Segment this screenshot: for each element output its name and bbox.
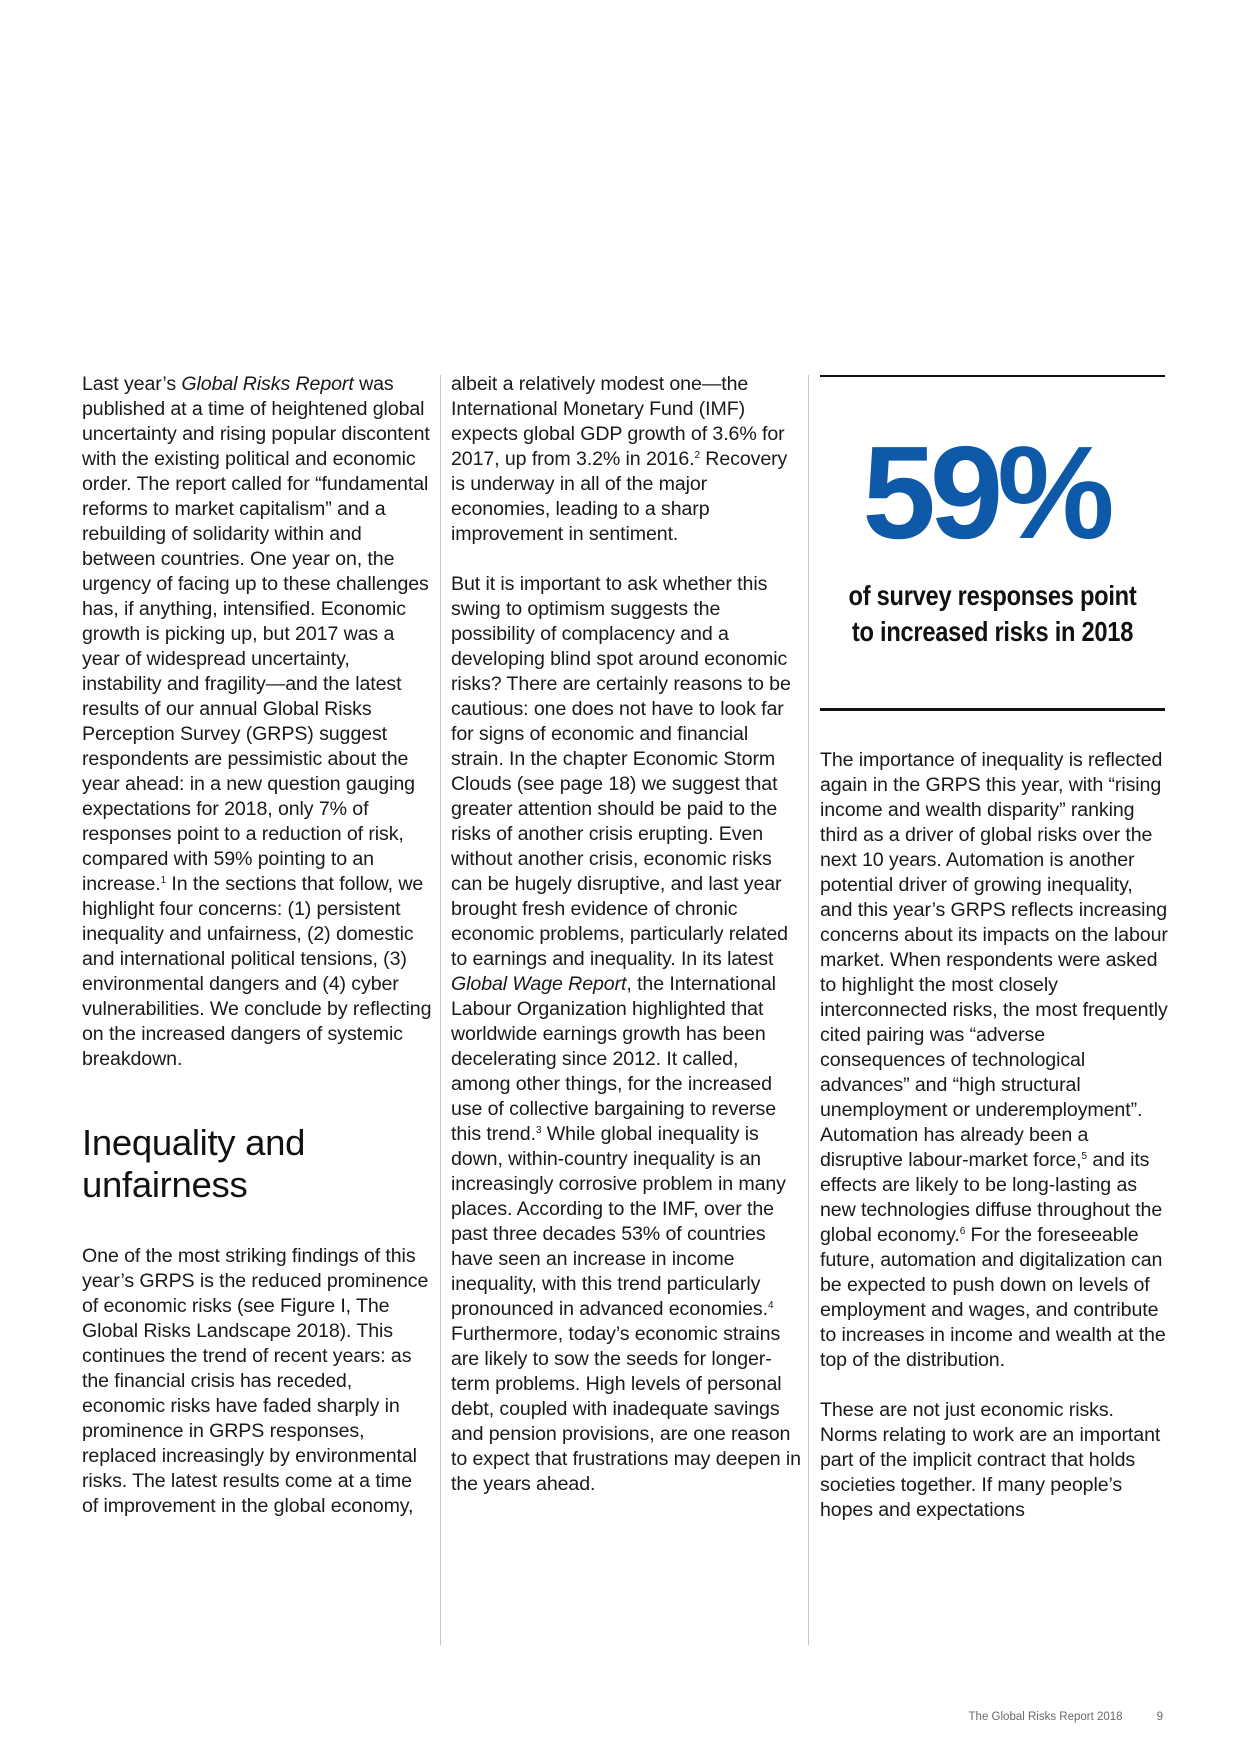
text-column-3 <box>820 748 1170 1523</box>
text-run: and its effects are likely to be long-lasting as new technologies diffuse throughout the global economy. <box>820 1149 1163 1246</box>
text-run: Furthermore, today’s economic strains are likely to sow the seeds for longer-term problems. High levels of personal debt, coupled with inadequate savings and pension provisions, are one reason to expect that frustrations may deepen in the years ahead. <box>451 1323 801 1495</box>
text-column-1 <box>82 372 432 1519</box>
section-heading: Inequality and unfairness <box>82 1122 306 1205</box>
footnote-ref-3: 3 <box>535 1125 542 1136</box>
footnote-ref-4: 4 <box>767 1300 774 1311</box>
footer-report-title: The Global Risks Report 2018 <box>968 1711 1123 1723</box>
body-paragraph <box>451 372 801 547</box>
column-divider <box>808 375 809 1645</box>
text-run: Recovery is underway in all of the major economies, leading to a sharp improvement in sentiment. <box>451 448 788 545</box>
text-run: , the International Labour Organization highlighted that worldwide earnings growth has been decelerating since 2012. It called, among other things, for the increased use of collective bargaining to reverse this trend. <box>451 973 777 1145</box>
page-number: 9 <box>1156 1711 1163 1723</box>
intro-paragraph <box>82 372 432 1072</box>
page-footer <box>969 1711 1163 1723</box>
text-run: The importance of inequality is reflected again in the GRPS this year, with “rising income and wealth disparity” ranking third as a driver of global risks over the next 10 years. Automation is another potential driver of growing inequality, and this year’s GRPS reflects increasing concerns about its impacts on the labour market. When respondents were asked to highlight the most closely interconnected risks, the most frequently cited pairing was “adverse consequences of technological advances” and “high structural unemployment or underemployment”. Automation has already been a disruptive labour-market force, <box>820 749 1168 1171</box>
text-run: In the sections that follow, we highlight four concerns: (1) persistent inequality and unfairness, (2) domestic and international political tensions, (3) environmental dangers and (4) cyber vulnerabilities. We conclude by reflecting on the increased dangers of systemic breakdown. <box>82 873 432 1070</box>
body-paragraph <box>451 572 801 1497</box>
footnote-ref-6: 6 <box>959 1226 966 1237</box>
stat-callout <box>820 375 1165 711</box>
callout-number: 59% <box>862 419 1109 566</box>
italic-title: Global Risks Report <box>181 373 354 395</box>
footnote-ref-1: 1 <box>160 875 167 886</box>
text-run: Last year’s <box>82 373 182 395</box>
footnote-ref-2: 2 <box>694 450 700 461</box>
callout-caption: of survey responses point to increased risks in 2018 <box>848 580 1137 647</box>
body-paragraph: One of the most striking findings of this year’s GRPS is the reduced prominence of economic risks (see Figure I, The Global Risks Landscape 2018). This continues the trend of recent years: as the financial crisis has receded, economic risks have faded sharply in prominence in GRPS responses, replaced increasingly by environmental risks. The latest results come at a time of improvement in the global economy, <box>82 1245 429 1517</box>
body-paragraph: These are not just economic risks. Norms relating to work are an important part of the implicit contract that holds societies together. If many people’s hopes and expectations <box>820 1399 1161 1521</box>
footnote-ref-5: 5 <box>1081 1151 1087 1162</box>
text-run: albeit a relatively modest one—the International Monetary Fund (IMF) expects global GDP growth of 3.6% for 2017, up from 3.2% in 2016. <box>451 373 785 470</box>
text-run: was published at a time of heightened global uncertainty and rising popular discontent with the existing political and economic order. The report called for “fundamental reforms to market capitalism” and a rebuilding of solidarity within and between countries. One year on, the urgency of facing up to these challenges has, if anything, intensified. Economic growth is picking up, but 2017 was a year of widespread uncertainty, instability and fragility—and the latest results of our annual Global Risks Perception Survey (GRPS) suggest respondents are pessimistic about the year ahead: in a new question gauging expectations for 2018, only 7% of responses point to a reduction of risk, compared with 59% pointing to an increase. <box>82 373 430 895</box>
text-column-2 <box>451 372 801 1497</box>
body-paragraph <box>820 748 1170 1373</box>
text-run: But it is important to ask whether this swing to optimism suggests the possibility of complacency and a developing blind spot around economic risks? There are certainly reasons to be cautious: one does not have to look far for signs of economic and financial strain. In the chapter Economic Storm Clouds (see page 18) we suggest that greater attention should be paid to the risks of another crisis erupting. Even without another crisis, economic risks can be hugely disruptive, and last year brought fresh evidence of chronic economic problems, particularly related to earnings and inequality. In its latest <box>451 573 791 970</box>
italic-title: Global Wage Report <box>451 973 627 995</box>
column-divider <box>440 375 441 1645</box>
text-run: While global inequality is down, within-country inequality is an increasingly corrosive problem in many places. According to the IMF, over the past three decades 53% of countries have seen an increase in income inequality, with this trend particularly pronounced in advanced economies. <box>451 1123 786 1320</box>
text-run: For the foreseeable future, automation and digitalization can be expected to push down on levels of employment and wages, and contribute to increases in income and wealth at the top of the distribution. <box>820 1224 1166 1371</box>
